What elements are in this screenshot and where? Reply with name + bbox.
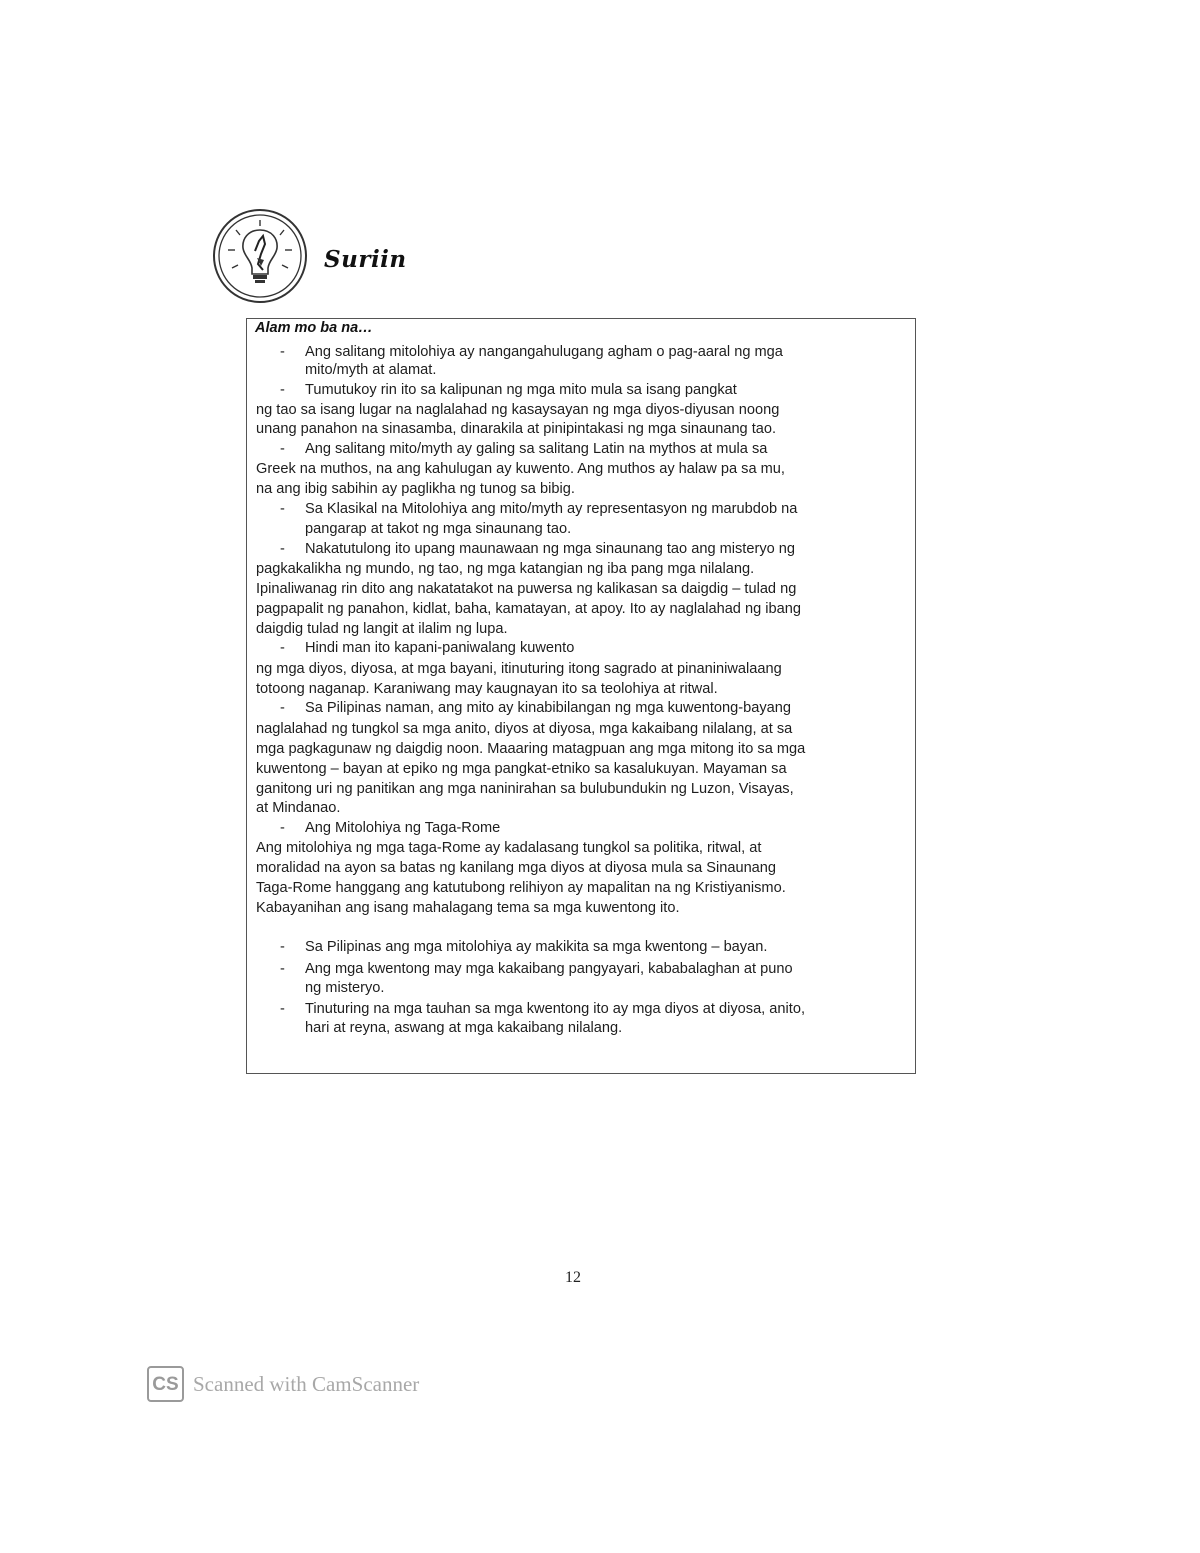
text-line: at Mindanao. [256,800,341,816]
text-line: Tinuturing na mga tauhan sa mga kwentong ito ay mga diyos at diyosa, anito, [305,1001,805,1017]
text-line: Ang salitang mito/myth ay galing sa salitang Latin na mythos at mula sa [305,441,768,457]
bullet-dash: - [280,939,285,955]
text-line: Ang Mitolohiya ng Taga-Rome [305,820,501,836]
text-line: Ang mga kwentong may mga kakaibang pangyayari, kababalaghan at puno [305,961,793,977]
bullet-dash: - [280,344,285,360]
text-line: Sa Klasikal na Mitolohiya ang mito/myth ay representasyon ng marubdob na [305,501,798,517]
text-line: Sa Pilipinas ang mga mitolohiya ay makikita sa mga kwentong – bayan. [305,939,768,955]
bullet-dash: - [280,640,285,656]
text-line: Taga-Rome hanggang ang katutubong relihiyon ay mapalitan na ng Kristiyanismo. [256,880,786,896]
text-line: totoong naganap. Karaniwang may kaugnayan ito sa teolohiya at ritwal. [256,681,718,697]
text-line: Kabayanihan ang isang mahalagang tema sa mga kuwentong ito. [256,900,680,916]
bullet-dash: - [280,700,285,716]
text-line: unang panahon na sinasamba, dinarakila at pinipintakasi ng mga sinaunang tao. [256,421,777,437]
info-box [246,318,916,1074]
text-line: Ang mitolohiya ng mga taga-Rome ay kadalasang tungkol sa politika, ritwal, at [256,840,762,856]
section-title: Suriin [324,246,407,273]
box-heading: Alam mo ba na… [255,320,373,336]
bullet-dash: - [280,961,285,977]
bullet-dash: - [280,820,285,836]
text-line: pangarap at takot ng mga sinaunang tao. [305,521,572,537]
text-line: daigdig tulad ng langit at ilalim ng lupa. [256,621,508,637]
camscanner-logo-icon: CS [147,1366,184,1402]
text-line: Ang salitang mitolohiya ay nangangahulugang agham o pag-aaral ng mga [305,344,783,360]
text-line: pagpapalit ng panahon, kidlat, baha, kamatayan, at apoy. Ito ay naglalahad ng ibang [256,601,801,617]
bullet-dash: - [280,541,285,557]
text-line: na ang ibig sabihin ay paglikha ng tunog sa bibig. [256,481,575,497]
text-line: Nakatutulong ito upang maunawaan ng mga sinaunang tao ang misteryo ng [305,541,796,557]
watermark-text: Scanned with CamScanner [193,1372,420,1396]
text-line: pagkakalikha ng mundo, ng tao, ng mga katangian ng iba pang mga nilalang. [256,561,755,577]
text-line: mito/myth at alamat. [305,362,437,378]
text-line: hari at reyna, aswang at mga kakaibang nilalang. [305,1020,623,1036]
text-line: Ipinaliwanag rin dito ang nakatatakot na puwersa ng kalikasan sa daigdig – tulad ng [256,581,797,597]
text-line: Hindi man ito kapani-paniwalang kuwento [305,640,575,656]
text-line: ng misteryo. [305,980,385,996]
text-line: Greek na muthos, na ang kahulugan ay kuwento. Ang muthos ay halaw pa sa mu, [256,461,785,477]
lightbulb-idea-icon [212,208,308,304]
text-line: ganitong uri ng panitikan ang mga naninirahan sa bulubundukin ng Luzon, Visayas, [256,781,794,797]
text-line: ng mga diyos, diyosa, at mga bayani, itinuturing itong sagrado at pinaniniwalaang [256,661,782,677]
text-line: kuwentong – bayan at epiko ng mga pangkat-etniko sa kasalukuyan. Mayaman sa [256,761,787,777]
bullet-dash: - [280,501,285,517]
page-number: 12 [565,1269,581,1286]
text-line: ng tao sa isang lugar na naglalahad ng kasaysayan ng mga diyos-diyusan noong [256,402,780,418]
camscanner-watermark [147,1366,447,1404]
bullet-dash: - [280,382,285,398]
bullet-dash: - [280,441,285,457]
text-line: naglalahad ng tungkol sa mga anito, diyos at diyosa, mga kakaibang nilalang, at sa [256,721,793,737]
bullet-dash: - [280,1001,285,1017]
text-line: Tumutukoy rin ito sa kalipunan ng mga mito mula sa isang pangkat [305,382,737,398]
text-line: moralidad na ayon sa batas ng kanilang mga diyos at diyosa mula sa Sinaunang [256,860,777,876]
text-line: Sa Pilipinas naman, ang mito ay kinabibilangan ng mga kuwentong-bayang [305,700,791,716]
text-line: mga pagkagunaw ng daigdig noon. Maaaring matagpuan ang mga mitong ito sa mga [256,741,806,757]
